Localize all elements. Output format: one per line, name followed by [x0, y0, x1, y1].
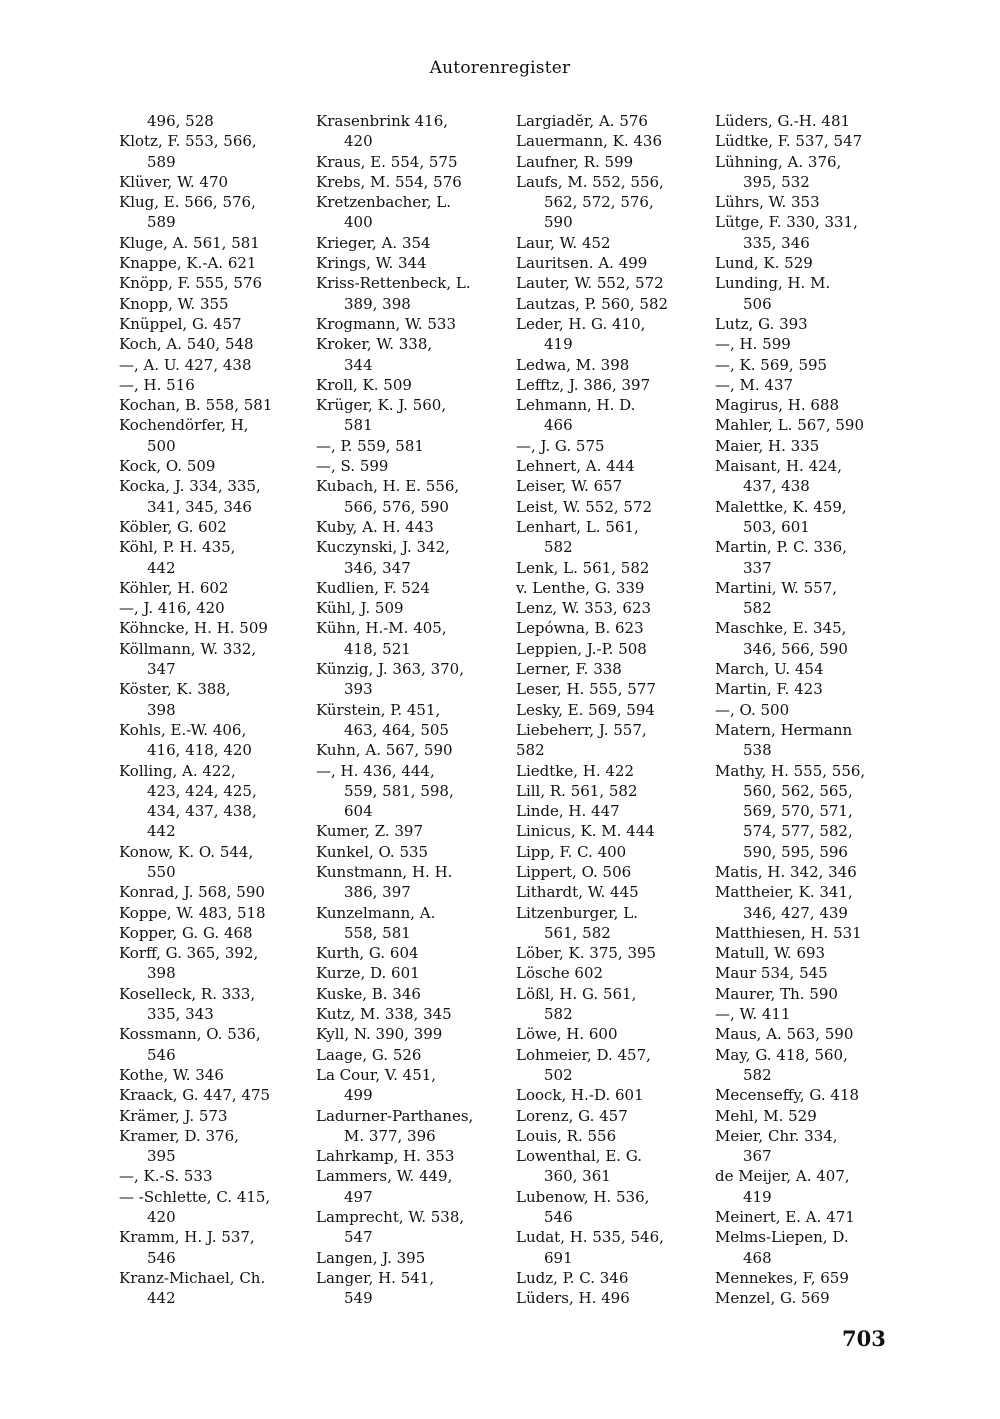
index-entry-continuation: 561, 582	[544, 923, 611, 942]
index-entry: Köbler, G. 602	[119, 517, 227, 536]
index-entry-continuation: 559, 581, 598,	[344, 781, 454, 800]
index-entry: Koppe, W. 483, 518	[119, 903, 266, 922]
index-entry: Leppien, J.-P. 508	[516, 639, 647, 658]
index-entry: Lammers, W. 449,	[316, 1167, 453, 1186]
index-entry: Kopper, G. G. 468	[119, 923, 253, 942]
index-entry: — -Schlette, C. 415,	[119, 1187, 271, 1206]
index-entry-continuation: 360, 361	[544, 1167, 611, 1186]
index-entry: Lüdtke, F. 537, 547	[715, 132, 863, 151]
index-entry: —, W. 411	[715, 1005, 791, 1024]
page-header: Autorenregister	[429, 58, 571, 78]
index-entry: Ludz, P. C. 346	[516, 1268, 629, 1287]
index-entry: Linde, H. 447	[516, 802, 620, 821]
index-entry-continuation: 395	[147, 1147, 176, 1166]
index-entry: Malettke, K. 459,	[715, 497, 847, 516]
index-entry-continuation: 466	[544, 416, 573, 435]
index-entry: Maur 534, 545	[715, 964, 828, 983]
index-entry: 582	[516, 741, 545, 760]
index-entry: Kramm, H. J. 537,	[119, 1228, 255, 1247]
index-entry: —, H. 516	[119, 375, 195, 394]
index-entry: Köhler, H. 602	[119, 578, 229, 597]
index-entry: Lowenthal, E. G.	[516, 1147, 643, 1166]
index-entry: Lauter, W. 552, 572	[516, 274, 664, 293]
index-entry: Liedtke, H. 422	[516, 761, 635, 780]
index-entry: Künzig, J. 363, 370,	[316, 660, 464, 679]
index-entry: Langer, H. 541,	[316, 1268, 435, 1287]
index-entry: Löwe, H. 600	[516, 1025, 618, 1044]
index-entry: Kroll, K. 509	[316, 375, 412, 394]
index-entry: Krieger, A. 354	[316, 233, 431, 252]
index-entry-continuation: 337	[743, 558, 772, 577]
index-entry: Lahrkamp, H. 353	[316, 1147, 455, 1166]
index-entry: Kroker, W. 338,	[316, 335, 433, 354]
index-column-4	[715, 111, 905, 1309]
index-entry: Lüders, H. 496	[516, 1289, 630, 1308]
index-entry: Koselleck, R. 333,	[119, 984, 256, 1003]
index-entry-continuation: 550	[147, 862, 176, 881]
index-entry-continuation: 398	[147, 700, 176, 719]
index-entry: Kretzenbacher, L.	[316, 193, 451, 212]
index-entry-continuation: 500	[147, 436, 176, 455]
index-entry: Lehnert, A. 444	[516, 457, 635, 476]
index-entry: Klug, E. 566, 576,	[119, 193, 256, 212]
index-entry: Krogmann, W. 533	[316, 314, 456, 333]
index-entry-continuation: 386, 397	[344, 883, 411, 902]
index-column-2	[316, 111, 506, 1309]
index-entry-continuation: 549	[344, 1289, 373, 1308]
index-entry: Lipp, F. C. 400	[516, 842, 627, 861]
index-entry: March, U. 454	[715, 660, 824, 679]
index-entry-continuation: 582	[743, 599, 772, 618]
index-entry: Lütge, F. 330, 331,	[715, 213, 858, 232]
index-entry-continuation: 398	[147, 964, 176, 983]
index-entry: Lubenow, H. 536,	[516, 1187, 650, 1206]
index-entry-continuation: 468	[743, 1248, 772, 1267]
index-entry: —, J. G. 575	[516, 436, 605, 455]
index-entry-continuation: 442	[147, 822, 176, 841]
index-entry: Köllmann, W. 332,	[119, 639, 257, 658]
index-entry: Loock, H.-D. 601	[516, 1086, 644, 1105]
index-column-3	[516, 111, 706, 1309]
index-entry-continuation: 497	[344, 1187, 373, 1206]
index-entry: Knappe, K.-A. 621	[119, 254, 257, 273]
index-entry: Krings, W. 344	[316, 254, 427, 273]
index-entry: Kunzelmann, A.	[316, 903, 436, 922]
index-entry: Kurth, G. 604	[316, 944, 419, 963]
index-entry: Leist, W. 552, 572	[516, 497, 653, 516]
index-entry-continuation: 546	[147, 1248, 176, 1267]
index-entry-continuation: 442	[147, 558, 176, 577]
index-entry: Langen, J. 395	[316, 1248, 426, 1267]
index-entry-continuation: 590, 595, 596	[743, 842, 848, 861]
index-entry: Lößl, H. G. 561,	[516, 984, 637, 1003]
index-entry: Kunstmann, H. H.	[316, 862, 453, 881]
index-entry: Mennekes, F, 659	[715, 1268, 849, 1287]
index-entry-continuation: 589	[147, 152, 176, 171]
index-entry: Louis, R. 556	[516, 1126, 617, 1145]
index-entry-continuation: 562, 572, 576,	[544, 193, 654, 212]
index-entry: Kohls, E.-W. 406,	[119, 720, 247, 739]
index-entry: Laufner, R. 599	[516, 152, 634, 171]
index-entry: Krämer, J. 573	[119, 1106, 228, 1125]
index-entry: Mecenseffy, G. 418	[715, 1086, 860, 1105]
index-entry: Kramer, D. 376,	[119, 1126, 239, 1145]
index-entry: Maschke, E. 345,	[715, 619, 847, 638]
index-entry-continuation: 346, 566, 590	[743, 639, 848, 658]
index-entry: Lauermann, K. 436	[516, 132, 663, 151]
index-entry: May, G. 418, 560,	[715, 1045, 848, 1064]
index-entry-continuation: 691	[544, 1248, 573, 1267]
index-entry: Köster, K. 388,	[119, 680, 231, 699]
index-entry: Kumer, Z. 397	[316, 822, 424, 841]
index-entry: Lehmann, H. D.	[516, 396, 636, 415]
index-entry: Lösche 602	[516, 964, 604, 983]
index-entry-continuation: 420	[344, 132, 373, 151]
index-entry: Lerner, F. 338	[516, 660, 622, 679]
index-entry-continuation: 582	[544, 1005, 573, 1024]
index-entry: Kuske, B. 346	[316, 984, 421, 1003]
index-entry-continuation: 418, 521	[344, 639, 411, 658]
index-entry-continuation: 393	[344, 680, 373, 699]
index-entry: Leder, H. G. 410,	[516, 314, 646, 333]
index-entry: Kocka, J. 334, 335,	[119, 477, 261, 496]
index-entry: Kossmann, O. 536,	[119, 1025, 261, 1044]
index-entry: Lippert, O. 506	[516, 862, 632, 881]
index-entry: Kluge, A. 561, 581	[119, 233, 260, 252]
index-entry: Lund, K. 529	[715, 254, 813, 273]
index-entry-continuation: 502	[544, 1065, 573, 1084]
index-entry: Kutz, M. 338, 345	[316, 1005, 452, 1024]
index-entry: Ledwa, M. 398	[516, 355, 630, 374]
index-entry: Lauritsen. A. 499	[516, 254, 648, 273]
index-entry: Konrad, J. 568, 590	[119, 883, 265, 902]
index-entry-continuation: 389, 398	[344, 294, 411, 313]
index-entry: Lenk, L. 561, 582	[516, 558, 650, 577]
index-entry-continuation: 503, 601	[743, 517, 810, 536]
index-entry: —, J. 416, 420	[119, 599, 225, 618]
index-entry-continuation: 574, 577, 582,	[743, 822, 853, 841]
index-entry: Mathy, H. 555, 556,	[715, 761, 866, 780]
index-entry: Kubach, H. E. 556,	[316, 477, 460, 496]
index-entry: Leiser, W. 657	[516, 477, 623, 496]
page-number: 703	[842, 1326, 886, 1351]
index-entry: Kühn, H.-M. 405,	[316, 619, 447, 638]
index-entry: Melms-Liepen, D.	[715, 1228, 849, 1247]
index-entry: Korff, G. 365, 392,	[119, 944, 259, 963]
index-entry: Lamprecht, W. 538,	[316, 1208, 465, 1227]
index-entry: Liebeherr, J. 557,	[516, 720, 647, 739]
index-entry-continuation: 416, 418, 420	[147, 741, 252, 760]
index-entry: Lutz, G. 393	[715, 314, 808, 333]
index-entry-continuation: 442	[147, 1289, 176, 1308]
index-entry-continuation: 419	[544, 335, 573, 354]
index-entry-continuation: 581	[344, 416, 373, 435]
index-entry-continuation: 546	[544, 1208, 573, 1227]
index-entry-continuation: 335, 343	[147, 1005, 214, 1024]
index-entry: Lüders, G.-H. 481	[715, 112, 851, 130]
index-entry-continuation: 367	[743, 1147, 772, 1166]
index-entry: Klotz, F. 553, 566,	[119, 132, 257, 151]
index-entry: Lill, R. 561, 582	[516, 781, 638, 800]
index-entry: Matis, H. 342, 346	[715, 862, 857, 881]
index-entry: Lepówna, B. 623	[516, 619, 644, 638]
index-entry: Lefftz, J. 386, 397	[516, 375, 651, 394]
index-entry-continuation: 463, 464, 505	[344, 720, 449, 739]
index-entry-continuation: 395, 532	[743, 172, 810, 191]
index-entry-continuation: 423, 424, 425,	[147, 781, 257, 800]
index-entry: Martin, F. 423	[715, 680, 823, 699]
index-entry: Litzenburger, L.	[516, 903, 638, 922]
index-entry: Ladurner-Parthanes,	[316, 1106, 474, 1125]
index-entry: Matthiesen, H. 531	[715, 923, 862, 942]
index-entry: v. Lenthe, G. 339	[516, 578, 645, 597]
index-entry: Magirus, H. 688	[715, 396, 840, 415]
index-entry: Mattheier, K. 341,	[715, 883, 853, 902]
index-entry: Ludat, H. 535, 546,	[516, 1228, 664, 1247]
index-entry: —, H. 436, 444,	[316, 761, 435, 780]
index-entry-continuation: 434, 437, 438,	[147, 802, 257, 821]
index-entry: Köhncke, H. H. 509	[119, 619, 268, 638]
index-entry: Kunkel, O. 535	[316, 842, 429, 861]
index-entry-continuation: 566, 576, 590	[344, 497, 449, 516]
index-entry-continuation: 582	[544, 538, 573, 557]
index-entry: —, S. 599	[316, 457, 389, 476]
index-entry: Lenhart, L. 561,	[516, 517, 639, 536]
index-entry: Largiadĕr, A. 576	[516, 112, 648, 130]
index-entry: Maus, A. 563, 590	[715, 1025, 854, 1044]
index-entry: Laur, W. 452	[516, 233, 611, 252]
index-entry: Lorenz, G. 457	[516, 1106, 628, 1125]
index-entry: Knüppel, G. 457	[119, 314, 242, 333]
index-entry: Lührs, W. 353	[715, 193, 820, 212]
index-entry: La Cour, V. 451,	[316, 1065, 437, 1084]
index-entry: Kothe, W. 346	[119, 1065, 224, 1084]
index-entry: Kolling, A. 422,	[119, 761, 236, 780]
index-entry-continuation: 558, 581	[344, 923, 411, 942]
index-entry-continuation: 499	[344, 1086, 373, 1105]
index-entry: Martini, W. 557,	[715, 578, 838, 597]
index-entry: Konow, K. O. 544,	[119, 842, 254, 861]
index-entry: Kriss-Rettenbeck, L.	[316, 274, 471, 293]
index-entry: Kochendörfer, H,	[119, 416, 249, 435]
index-entry: Kudlien, F. 524	[316, 578, 431, 597]
index-entry-continuation: 496, 528	[147, 112, 214, 130]
index-entry: Lautzas, P. 560, 582	[516, 294, 669, 313]
index-entry: Maurer, Th. 590	[715, 984, 838, 1003]
index-entry: Krasenbrink 416,	[316, 112, 449, 130]
index-entry: Kuhn, A. 567, 590	[316, 741, 453, 760]
index-entry-continuation: 335, 346	[743, 233, 810, 252]
index-entry-continuation: 590	[544, 213, 573, 232]
index-entry: Kuby, A. H. 443	[316, 517, 434, 536]
index-entry-continuation: 538	[743, 741, 772, 760]
index-entry: —, K. 569, 595	[715, 355, 828, 374]
index-entry: —, H. 599	[715, 335, 791, 354]
index-entry: Kraus, E. 554, 575	[316, 152, 458, 171]
index-entry: Laage, G. 526	[316, 1045, 422, 1064]
index-entry: Matull, W. 693	[715, 944, 826, 963]
index-entry: Köhl, P. H. 435,	[119, 538, 236, 557]
index-entry: Menzel, G. 569	[715, 1289, 830, 1308]
index-entry-continuation: 346, 347	[344, 558, 411, 577]
index-entry: Mehl, M. 529	[715, 1106, 817, 1125]
index-entry: de Meijer, A. 407,	[715, 1167, 850, 1186]
index-entry: Krebs, M. 554, 576	[316, 172, 462, 191]
index-entry: Knöpp, F. 555, 576	[119, 274, 263, 293]
index-entry: Koch, A. 540, 548	[119, 335, 254, 354]
index-entry: Klüver, W. 470	[119, 172, 229, 191]
index-entry: Kraack, G. 447, 475	[119, 1086, 271, 1105]
index-entry: Kock, O. 509	[119, 457, 216, 476]
index-entry-continuation: 420	[147, 1208, 176, 1227]
index-entry: Maier, H. 335	[715, 436, 820, 455]
index-entry: Lenz, W. 353, 623	[516, 599, 652, 618]
index-entry: Laufs, M. 552, 556,	[516, 172, 664, 191]
index-entry: Meinert, E. A. 471	[715, 1208, 855, 1227]
index-entry-continuation: 582	[743, 1065, 772, 1084]
index-entry: Kuczynski, J. 342,	[316, 538, 450, 557]
index-entry-continuation: 341, 345, 346	[147, 497, 252, 516]
index-entry: —, K.-S. 533	[119, 1167, 213, 1186]
index-entry-continuation: 419	[743, 1187, 772, 1206]
index-entry: Knopp, W. 355	[119, 294, 229, 313]
index-entry: Lithardt, W. 445	[516, 883, 639, 902]
index-entry: —, O. 500	[715, 700, 790, 719]
index-entry: Kyll, N. 390, 399	[316, 1025, 443, 1044]
index-entry: Mahler, L. 567, 590	[715, 416, 864, 435]
index-entry-continuation: 400	[344, 213, 373, 232]
index-entry: Kochan, B. 558, 581	[119, 396, 273, 415]
index-entry-continuation: 569, 570, 571,	[743, 802, 853, 821]
index-entry-continuation: 506	[743, 294, 772, 313]
index-entry: Lunding, H. M.	[715, 274, 831, 293]
index-entry: —, P. 559, 581	[316, 436, 424, 455]
index-entry: Lühning, A. 376,	[715, 152, 842, 171]
index-entry: —, M. 437	[715, 375, 794, 394]
index-entry: Kranz-Michael, Ch.	[119, 1268, 266, 1287]
index-entry: Lohmeier, D. 457,	[516, 1045, 651, 1064]
index-entry: Kühl, J. 509	[316, 599, 404, 618]
index-entry: Linicus, K. M. 444	[516, 822, 655, 841]
index-entry-continuation: 589	[147, 213, 176, 232]
index-column-1	[119, 111, 309, 1309]
index-entry-continuation: 344	[344, 355, 373, 374]
index-entry-continuation: 437, 438	[743, 477, 810, 496]
index-entry: Matern, Hermann	[715, 720, 853, 739]
index-entry: Löber, K. 375, 395	[516, 944, 657, 963]
index-entry-continuation: 346, 427, 439	[743, 903, 848, 922]
index-entry-continuation: 347	[147, 660, 176, 679]
index-entry-continuation: M. 377, 396	[344, 1126, 436, 1145]
index-entry: Maisant, H. 424,	[715, 457, 842, 476]
index-entry: Leser, H. 555, 577	[516, 680, 656, 699]
index-entry: —, A. U. 427, 438	[119, 355, 252, 374]
index-entry: Krüger, K. J. 560,	[316, 396, 447, 415]
index-entry: Meier, Chr. 334,	[715, 1126, 838, 1145]
index-entry: Kürstein, P. 451,	[316, 700, 441, 719]
index-entry: Kurze, D. 601	[316, 964, 420, 983]
index-entry-continuation: 547	[344, 1228, 373, 1247]
index-entry: Martin, P. C. 336,	[715, 538, 847, 557]
index-entry-continuation: 560, 562, 565,	[743, 781, 853, 800]
index-entry-continuation: 546	[147, 1045, 176, 1064]
index-entry-continuation: 604	[344, 802, 373, 821]
index-entry: Lesky, E. 569, 594	[516, 700, 655, 719]
